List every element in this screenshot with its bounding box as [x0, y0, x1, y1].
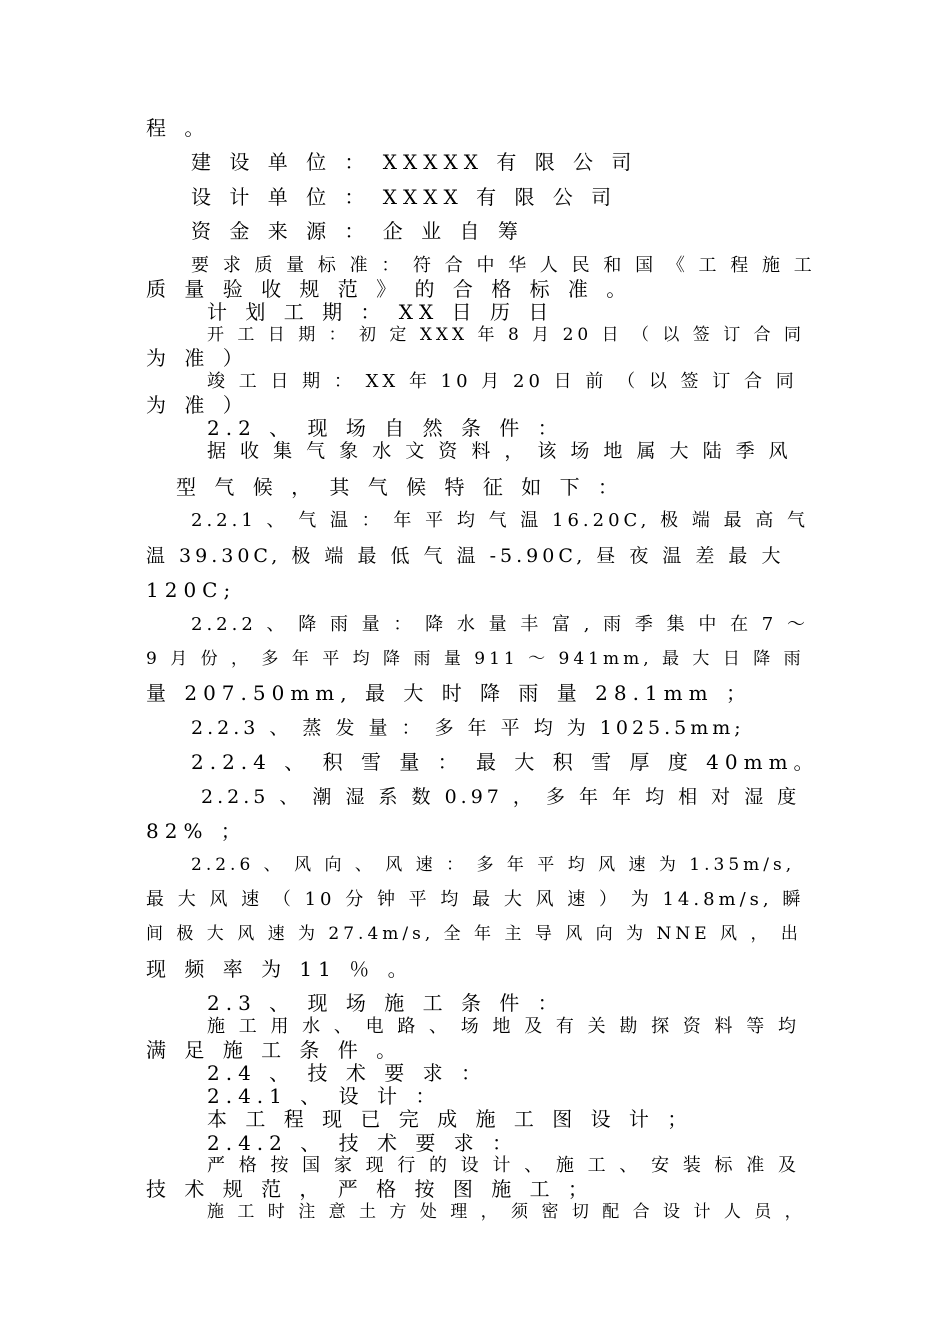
text-line: 间 极 大 风 速 为 27.4m/s, 全 年 主 导 风 向 为 NNE 风 ， 出	[146, 924, 802, 944]
text-line: 开 工 日 期 ： 初 定 XXX 年 8 月 20 日 （ 以 签 订 合 同	[207, 325, 806, 345]
text-line: 竣 工 日 期 ： XX 年 10 月 20 日 前 （ 以 签 订 合 同	[207, 371, 798, 392]
text-line: 严 格 按 国 家 现 行 的 设 计 、 施 工 、 安 装 标 准 及	[207, 1155, 800, 1176]
section-heading: 2.4.1 、 设 计 ：	[207, 1084, 442, 1108]
section-heading: 2.2 、 现 场 自 然 条 件 ：	[207, 416, 564, 440]
text-line: 现 频 率 为 11 ％ 。	[146, 957, 414, 981]
text-line: 为 准 ）	[146, 393, 249, 417]
section-heading: 2.4 、 技 术 要 求 ：	[207, 1061, 487, 1085]
text-line: 2.2.1 、 气 温 ： 年 平 均 气 温 16.20C, 极 端 最 高 气	[191, 510, 810, 531]
text-line: 技 术 规 范 ， 严 格 按 图 施 工 ；	[146, 1177, 594, 1201]
text-line: 2.2.2 、 降 雨 量 ： 降 水 量 丰 富 , 雨 季 集 中 在 7 ～	[191, 614, 809, 635]
text-line: 资 金 来 源 ： 企 业 自 筹	[191, 219, 524, 243]
text-line: 型 气 候 ， 其 气 候 特 征 如 下 ：	[176, 475, 624, 499]
text-line: 建 设 单 位 ： XXXXX 有 限 公 司	[191, 150, 638, 174]
text-line: 2.2.6 、 风 向 、 风 速 ： 多 年 平 均 风 速 为 1.35m/s,	[191, 855, 796, 875]
text-line: 满 足 施 工 条 件 。	[146, 1038, 403, 1062]
text-line: 最 大 风 速 （ 10 分 钟 平 均 最 大 风 速 ） 为 14.8m/s, 瞬	[146, 889, 805, 910]
text-line: 120C;	[146, 578, 237, 602]
text-line: 计 划 工 期 ： XX 日 历 日	[207, 300, 555, 324]
text-line: 为 准 ）	[146, 346, 249, 370]
text-line: 82% ；	[146, 819, 247, 843]
text-line: 温 39.30C, 极 端 最 低 气 温 -5.90C, 昼 夜 温 差 最 大	[146, 545, 785, 567]
text-line: 量 207.50mm, 最 大 时 降 雨 量 28.1mm ；	[146, 681, 752, 705]
text-line: 质 量 验 收 规 范 》 的 合 格 标 准 。	[146, 277, 633, 301]
text-line: 要 求 质 量 标 准 ： 符 合 中 华 人 民 和 国 《 工 程 施 工	[191, 255, 816, 276]
text-line: 施 工 用 水 、 电 路 、 场 地 及 有 关 勘 探 资 料 等 均	[207, 1016, 800, 1037]
text-line: 2.2.3 、 蒸 发 量 ： 多 年 平 均 为 1025.5mm;	[191, 717, 745, 739]
text-line: 本 工 程 现 已 完 成 施 工 图 设 计 ；	[207, 1107, 694, 1131]
text-line: 9 月 份 ， 多 年 平 均 降 雨 量 911 ～ 941mm, 最 大 日 降 雨	[146, 649, 805, 669]
text-line: 2.2.5 、 潮 湿 系 数 0.97 ， 多 年 年 均 相 对 湿 度	[201, 786, 801, 808]
text-line: 施 工 时 注 意 土 方 处 理 ， 须 密 切 配 合 设 计 人 员 ，	[207, 1202, 806, 1222]
text-line: 据 收 集 气 象 水 文 资 料 ， 该 场 地 属 大 陆 季 风	[207, 440, 792, 462]
section-heading: 2.4.2 、 技 术 要 求 ：	[207, 1131, 519, 1155]
text-line: 程 。	[146, 116, 211, 140]
section-heading: 2.3 、 现 场 施 工 条 件 ：	[207, 991, 564, 1015]
text-line: 2.2.4 、 积 雪 量 ： 最 大 积 雪 厚 度 40mm。	[191, 750, 820, 774]
text-line: 设 计 单 位 ： XXXX 有 限 公 司	[191, 185, 618, 209]
